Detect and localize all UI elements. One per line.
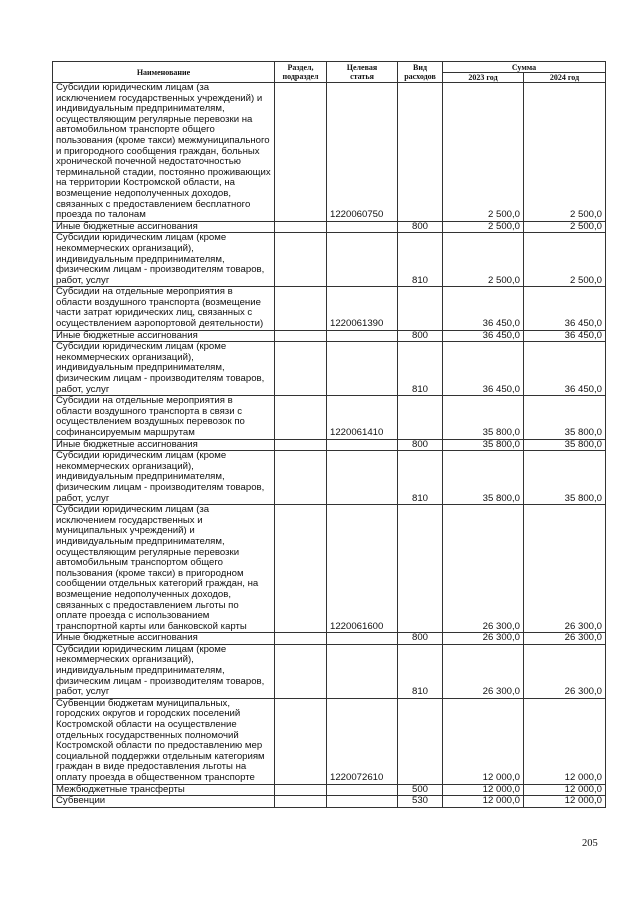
table-row (53, 233, 606, 287)
row-amount-2023: 26 300,0 (443, 633, 524, 645)
row-amount-2024: 36 450,0 (524, 342, 606, 396)
table-row (53, 396, 606, 439)
row-name: Субсидии юридическим лицам (кроме некоммерческих организаций), индивидуальным предпринимателям, физическим лицам - производителям товаров, работ, услуг (53, 451, 275, 505)
header-sum: Сумма (443, 62, 606, 73)
row-expense-type (398, 83, 443, 222)
table-row (53, 83, 606, 222)
row-target (327, 451, 398, 505)
row-expense-type: 800 (398, 221, 443, 233)
row-name: Субсидии юридическим лицам (кроме некоммерческих организаций), индивидуальным предпринимателям, физическим лицам - производителям товаров, работ, услуг (53, 644, 275, 698)
row-amount-2023: 26 300,0 (443, 644, 524, 698)
header-section: Раздел, подраздел (275, 62, 327, 83)
row-target: 1220061410 (327, 396, 398, 439)
header-name: Наименование (53, 62, 275, 83)
header-target: Целевая статья (327, 62, 398, 83)
row-section (275, 698, 327, 784)
row-amount-2023: 35 800,0 (443, 439, 524, 451)
row-name: Иные бюджетные ассигнования (53, 330, 275, 342)
row-name: Субсидии на отдельные мероприятия в области воздушного транспорта (возмещение части затрат юридических лиц, связанных с осуществлением аэропортовой деятельности) (53, 287, 275, 330)
row-section (275, 784, 327, 796)
row-section (275, 451, 327, 505)
header-expense-type: Вид расходов (398, 62, 443, 83)
header-row-1 (53, 62, 606, 73)
row-amount-2024: 2 500,0 (524, 83, 606, 222)
row-name: Субсидии юридическим лицам (за исключением государственных и муниципальных учреждений) и индивидуальным предпринимателям, осуществляющим регулярные перевозки автомобильным транспортом общего пользования (кроме такси) в пригородном сообщении отдельных категорий граждан, на возмещение недополученных доходов, связанных с предоставлением льготы по оплате проезда с использованием транспортной карты или банковской карты (53, 505, 275, 633)
row-name: Субвенции бюджетам муниципальных, городских округов и городских поселений Костромской области на осуществление отдельных государственных полномочий Костромской области по предоставлению мер социальной поддержки отдельным категориям граждан в виде предоставления льготы на оплату проезда в общественном транспорте (53, 698, 275, 784)
row-section (275, 439, 327, 451)
table-row (53, 633, 606, 645)
row-amount-2024: 36 450,0 (524, 330, 606, 342)
row-section (275, 505, 327, 633)
row-amount-2024: 2 500,0 (524, 233, 606, 287)
row-amount-2024: 26 300,0 (524, 505, 606, 633)
row-amount-2023: 36 450,0 (443, 330, 524, 342)
row-amount-2023: 12 000,0 (443, 698, 524, 784)
row-amount-2024: 26 300,0 (524, 644, 606, 698)
row-section (275, 233, 327, 287)
row-name: Иные бюджетные ассигнования (53, 221, 275, 233)
table-row (53, 784, 606, 796)
table-row (53, 505, 606, 633)
header-year-2023: 2023 год (443, 73, 524, 83)
row-amount-2024: 35 800,0 (524, 396, 606, 439)
row-amount-2024: 36 450,0 (524, 287, 606, 330)
table-row (53, 698, 606, 784)
table-row (53, 796, 606, 808)
row-amount-2024: 35 800,0 (524, 439, 606, 451)
row-amount-2023: 12 000,0 (443, 784, 524, 796)
row-expense-type: 810 (398, 233, 443, 287)
row-amount-2023: 36 450,0 (443, 342, 524, 396)
row-expense-type: 810 (398, 644, 443, 698)
row-amount-2024: 26 300,0 (524, 633, 606, 645)
row-name: Иные бюджетные ассигнования (53, 633, 275, 645)
header-year-2024: 2024 год (524, 73, 606, 83)
row-expense-type: 800 (398, 330, 443, 342)
row-name: Субвенции (53, 796, 275, 808)
row-expense-type: 530 (398, 796, 443, 808)
row-target (327, 644, 398, 698)
row-section (275, 83, 327, 222)
row-target: 1220061390 (327, 287, 398, 330)
table-body (53, 83, 606, 808)
row-amount-2024: 12 000,0 (524, 784, 606, 796)
row-section (275, 221, 327, 233)
row-expense-type: 800 (398, 439, 443, 451)
budget-table (52, 61, 606, 808)
table-row (53, 221, 606, 233)
row-expense-type: 800 (398, 633, 443, 645)
row-amount-2023: 26 300,0 (443, 505, 524, 633)
row-target (327, 221, 398, 233)
row-name: Межбюджетные трансферты (53, 784, 275, 796)
row-section (275, 396, 327, 439)
row-name: Иные бюджетные ассигнования (53, 439, 275, 451)
table-row (53, 342, 606, 396)
row-target (327, 633, 398, 645)
row-target (327, 784, 398, 796)
table-row (53, 439, 606, 451)
row-section (275, 342, 327, 396)
row-expense-type (398, 396, 443, 439)
row-expense-type: 810 (398, 342, 443, 396)
row-expense-type: 500 (398, 784, 443, 796)
row-amount-2023: 36 450,0 (443, 287, 524, 330)
table-row (53, 451, 606, 505)
row-amount-2024: 2 500,0 (524, 221, 606, 233)
row-section (275, 633, 327, 645)
row-amount-2024: 35 800,0 (524, 451, 606, 505)
table-row (53, 330, 606, 342)
row-target (327, 330, 398, 342)
page-number: 205 (582, 838, 598, 849)
row-target: 1220061600 (327, 505, 398, 633)
row-amount-2023: 12 000,0 (443, 796, 524, 808)
row-amount-2023: 35 800,0 (443, 451, 524, 505)
row-target (327, 796, 398, 808)
table-row (53, 287, 606, 330)
row-expense-type (398, 287, 443, 330)
row-amount-2023: 2 500,0 (443, 233, 524, 287)
row-amount-2024: 12 000,0 (524, 698, 606, 784)
row-name: Субсидии юридическим лицам (за исключением государственных учреждений) и индивидуальным предпринимателям, осуществляющим регулярные перевозки на автомобильном транспорте общего пользования (кроме такси) межмуниципального и пригородного сообщения граждан, больных хронической почечной недостаточностью терминальной стадии, постоянно проживающих на территории Костромской области, на возмещение недополученных доходов, связанных с предоставлением бесплатного проезда по талонам (53, 83, 275, 222)
row-target (327, 439, 398, 451)
row-expense-type (398, 505, 443, 633)
row-expense-type (398, 698, 443, 784)
table-row (53, 644, 606, 698)
row-section (275, 644, 327, 698)
row-section (275, 330, 327, 342)
row-amount-2023: 2 500,0 (443, 83, 524, 222)
row-target: 1220060750 (327, 83, 398, 222)
row-name: Субсидии юридическим лицам (кроме некоммерческих организаций), индивидуальным предпринимателям, физическим лицам - производителям товаров, работ, услуг (53, 342, 275, 396)
row-target (327, 233, 398, 287)
row-amount-2024: 12 000,0 (524, 796, 606, 808)
row-amount-2023: 35 800,0 (443, 396, 524, 439)
row-section (275, 287, 327, 330)
row-section (275, 796, 327, 808)
row-target (327, 342, 398, 396)
row-name: Субсидии юридическим лицам (кроме некоммерческих организаций), индивидуальным предпринимателям, физическим лицам - производителям товаров, работ, услуг (53, 233, 275, 287)
row-expense-type: 810 (398, 451, 443, 505)
row-target: 1220072610 (327, 698, 398, 784)
row-name: Субсидии на отдельные мероприятия в области воздушного транспорта в связи с осуществлением воздушных перевозок по софинансируемым маршрутам (53, 396, 275, 439)
row-amount-2023: 2 500,0 (443, 221, 524, 233)
